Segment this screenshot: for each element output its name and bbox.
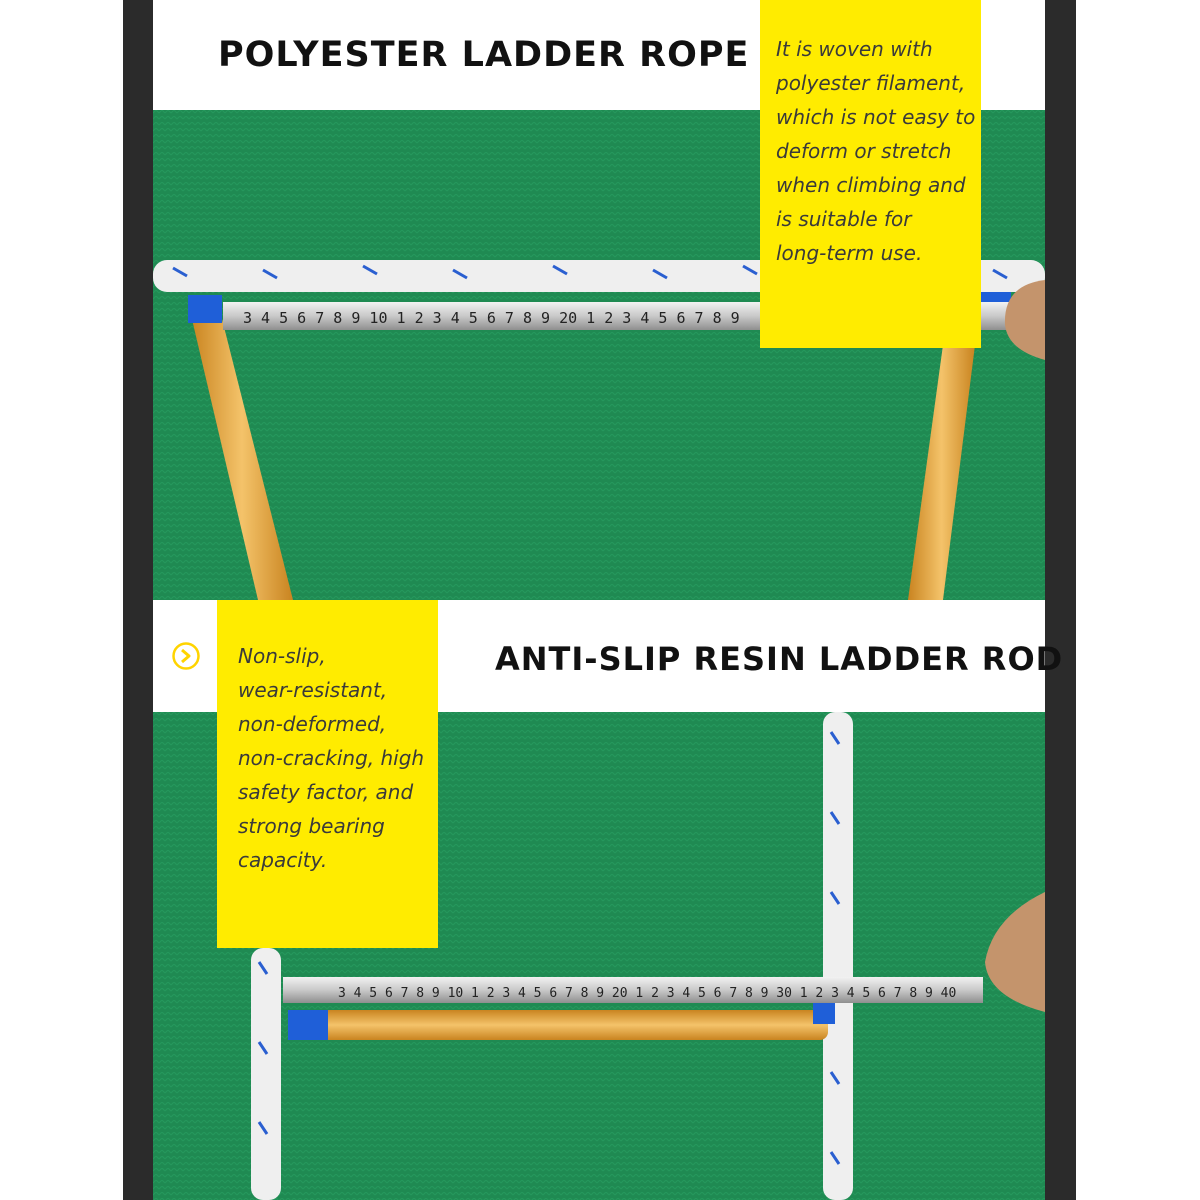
tape-scale-top: 3 4 5 6 7 8 9 10 1 2 3 4 5 6 7 8 9 20 1 2 3 4 5 6 7 8 9: [243, 309, 740, 327]
rope-description-line: polyester filament,: [776, 71, 966, 95]
rod-description-line: non-cracking, high: [238, 746, 425, 770]
rope-right: [823, 712, 853, 1200]
rod-description: [238, 639, 433, 877]
left-border: [123, 0, 153, 1200]
rod-description-line: Non-slip,: [238, 644, 326, 668]
rope-description-line: long-term use.: [776, 241, 923, 265]
rod-description-line: strong bearing: [238, 814, 385, 838]
rope-description-line: deform or stretch: [776, 139, 952, 163]
rod-description-line: non-deformed,: [238, 712, 387, 736]
rod-description-line: safety factor, and: [238, 780, 414, 804]
rope-description-line: which is not easy to: [776, 105, 976, 129]
rod-description-line: wear-resistant,: [238, 678, 388, 702]
tape-scale-bottom: 3 4 5 6 7 8 9 10 1 2 3 4 5 6 7 8 9 20 1 2 3 4 5 6 7 8 9 30 1 2 3 4 5 6 7 8 9 40: [338, 986, 957, 1001]
rod-description-line: capacity.: [238, 848, 328, 872]
right-border: [1045, 0, 1076, 1200]
rope-description-line: is suitable for: [776, 207, 912, 231]
rope-description: [776, 32, 976, 270]
rope-description-line: It is woven with: [776, 37, 933, 61]
rope-description-line: when climbing and: [776, 173, 966, 197]
rope-left: [251, 948, 281, 1200]
rope-heading: POLYESTER LADDER ROPE: [218, 35, 750, 75]
rod-heading: ANTI-SLIP RESIN LADDER ROD: [495, 640, 1064, 678]
chevron-right-circle-icon: [171, 641, 201, 671]
rod: [288, 1010, 828, 1040]
